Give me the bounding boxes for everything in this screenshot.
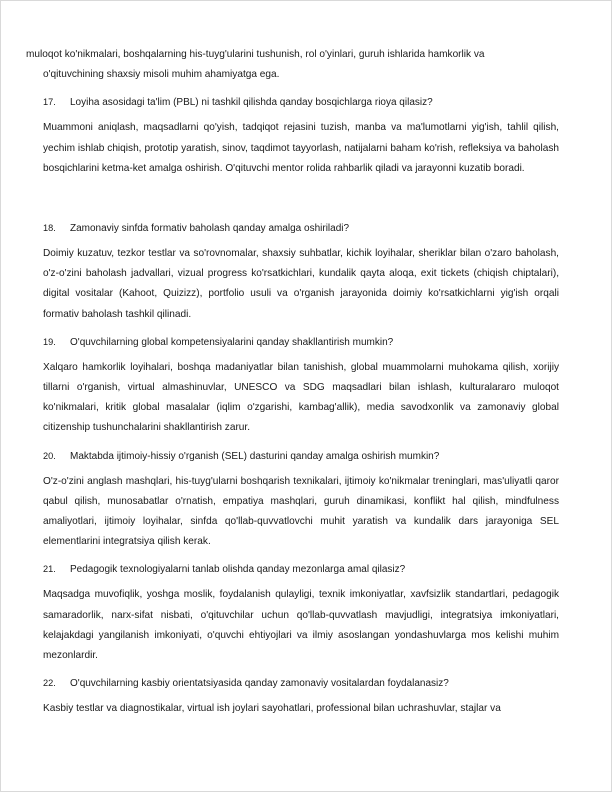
blank-space	[43, 179, 559, 211]
intro-paragraph	[26, 45, 559, 85]
question-number: 19.	[43, 336, 56, 347]
answer-17: Muammoni aniqlash, maqsadlarni qo'yish, tadqiqot rejasini tuzish, manba va ma'lumotlarni yig'ish, tahlil qilish, yechim ishlab chiqish, prototip yaratish, sinov, taqdimot tayyorlash, natijalarni baham ko'rish, refleksiya va baholash bosqichlarini ketma-ket amalga oshirish. O'qituvchi mentor rolida rahbarlik qiladi va jarayonni kuzatib boradi.	[43, 122, 559, 174]
question-text: Pedagogik texnologiyalarni tanlab olishda qanday mezonlarga amal qilasiz?	[70, 564, 406, 576]
question-19	[43, 333, 559, 352]
page-border-top	[0, 0, 612, 1]
question-text: Loyiha asosidagi ta'lim (PBL) ni tashkil qilishda qanday bosqichlarga rioya qilasiz?	[70, 97, 433, 109]
question-text: O'quvchilarning kasbiy orientatsiyasida qanday zamonaviy vositalardan foydalanasiz?	[70, 678, 449, 690]
question-number: 22.	[43, 678, 56, 689]
question-number: 20.	[43, 450, 56, 461]
question-21	[43, 560, 559, 579]
question-number: 18.	[43, 223, 56, 234]
question-text: O'quvchilarning global kompetensiyalarini qanday shakllantirish mumkin?	[70, 336, 394, 348]
question-number: 17.	[43, 97, 56, 108]
answer-18: Doimiy kuzatuv, tezkor testlar va so'rovnomalar, shaxsiy suhbatlar, kichik loyihalar, sheriklar bilan o'zaro baholash, o'z-o'zini baholash jadvallari, vizual progress ko'rsatkichlari, kundalik qayta aloqa, exit tickets (chiqish chiptalari), digital vositalar (Kahoot, Quizizz), portfolio usuli va o'rganish jarayonida doimiy ko'rsatkichlarni yig'ish orqali formativ baholash tashkil qilinadi.	[43, 248, 559, 320]
question-22	[43, 674, 559, 693]
intro-line-1: muloqot ko'nikmalari, boshqalarning his-tuyg'ularini tushunish, rol o'yinlari, guruh ishlarida hamkorlik va	[26, 49, 485, 60]
intro-line-2: o'qituvchining shaxsiy misoli muhim ahamiyatga ega.	[43, 69, 280, 81]
document-body	[26, 45, 559, 719]
answer-19: Xalqaro hamkorlik loyihalari, boshqa madaniyatlar bilan tanishish, global muammolarni muhokama qilish, xorijiy tillarni o'rganish, virtual almashinuvlar, UNESCO va SDG maqsadlari bilan ishlash, kulturalararo muloqot ko'nikmalari, kritik global masalalar (iqlim o'zgarishi, kambag'allik), media savodxonlik va zamonaviy global citizenship tushunchalarini shakllantirish zarur.	[43, 361, 559, 434]
question-text: Maktabda ijtimoiy-hissiy o'rganish (SEL) dasturini qanday amalga oshirish mumkin?	[70, 450, 440, 462]
question-20	[43, 447, 559, 466]
page-border-left	[0, 0, 1, 792]
question-number: 21.	[43, 564, 56, 575]
question-18	[43, 219, 559, 238]
answer-20: O'z-o'zini anglash mashqlari, his-tuyg'ularni boshqarish texnikalari, ijtimoiy ko'nikmalar treninglari, mas'uliyatli qaror qabul qilish, munosabatlar o'rnatish, empatiya mashqlari, guruh dinamikasi, konflikt hal qilish, mindfulness amaliyotlari, ijtimoiy loyihalar, sinfda qo'llab-quvvatlovchi muhit yaratish va kundalik dars jarayoniga SEL elementlarini integratsiya qilish kerak.	[43, 475, 559, 548]
question-text: Zamonaviy sinfda formativ baholash qanday amalga oshiriladi?	[70, 223, 350, 235]
answer-22: Kasbiy testlar va diagnostikalar, virtual ish joylari sayohatlari, professional bilan uchrashuvlar, stajlar va	[43, 703, 501, 715]
answer-21: Maqsadga muvofiqlik, yoshga moslik, foydalanish qulayligi, texnik imkoniyatlar, xavfsizlik standartlari, pedagogik samaradorlik, narx-sifat nisbati, o'qituvchilar uchun qo'llab-quvvatlash mavjudligi, integratsiya imkoniyatlari, kelajakdagi yangilanish imkoniyati, o'quvchi ehtiyojlari va ilmiy asoslangan yondashuvlarga mos kelishi muhim mezonlardir.	[43, 589, 559, 662]
question-17	[43, 93, 559, 112]
